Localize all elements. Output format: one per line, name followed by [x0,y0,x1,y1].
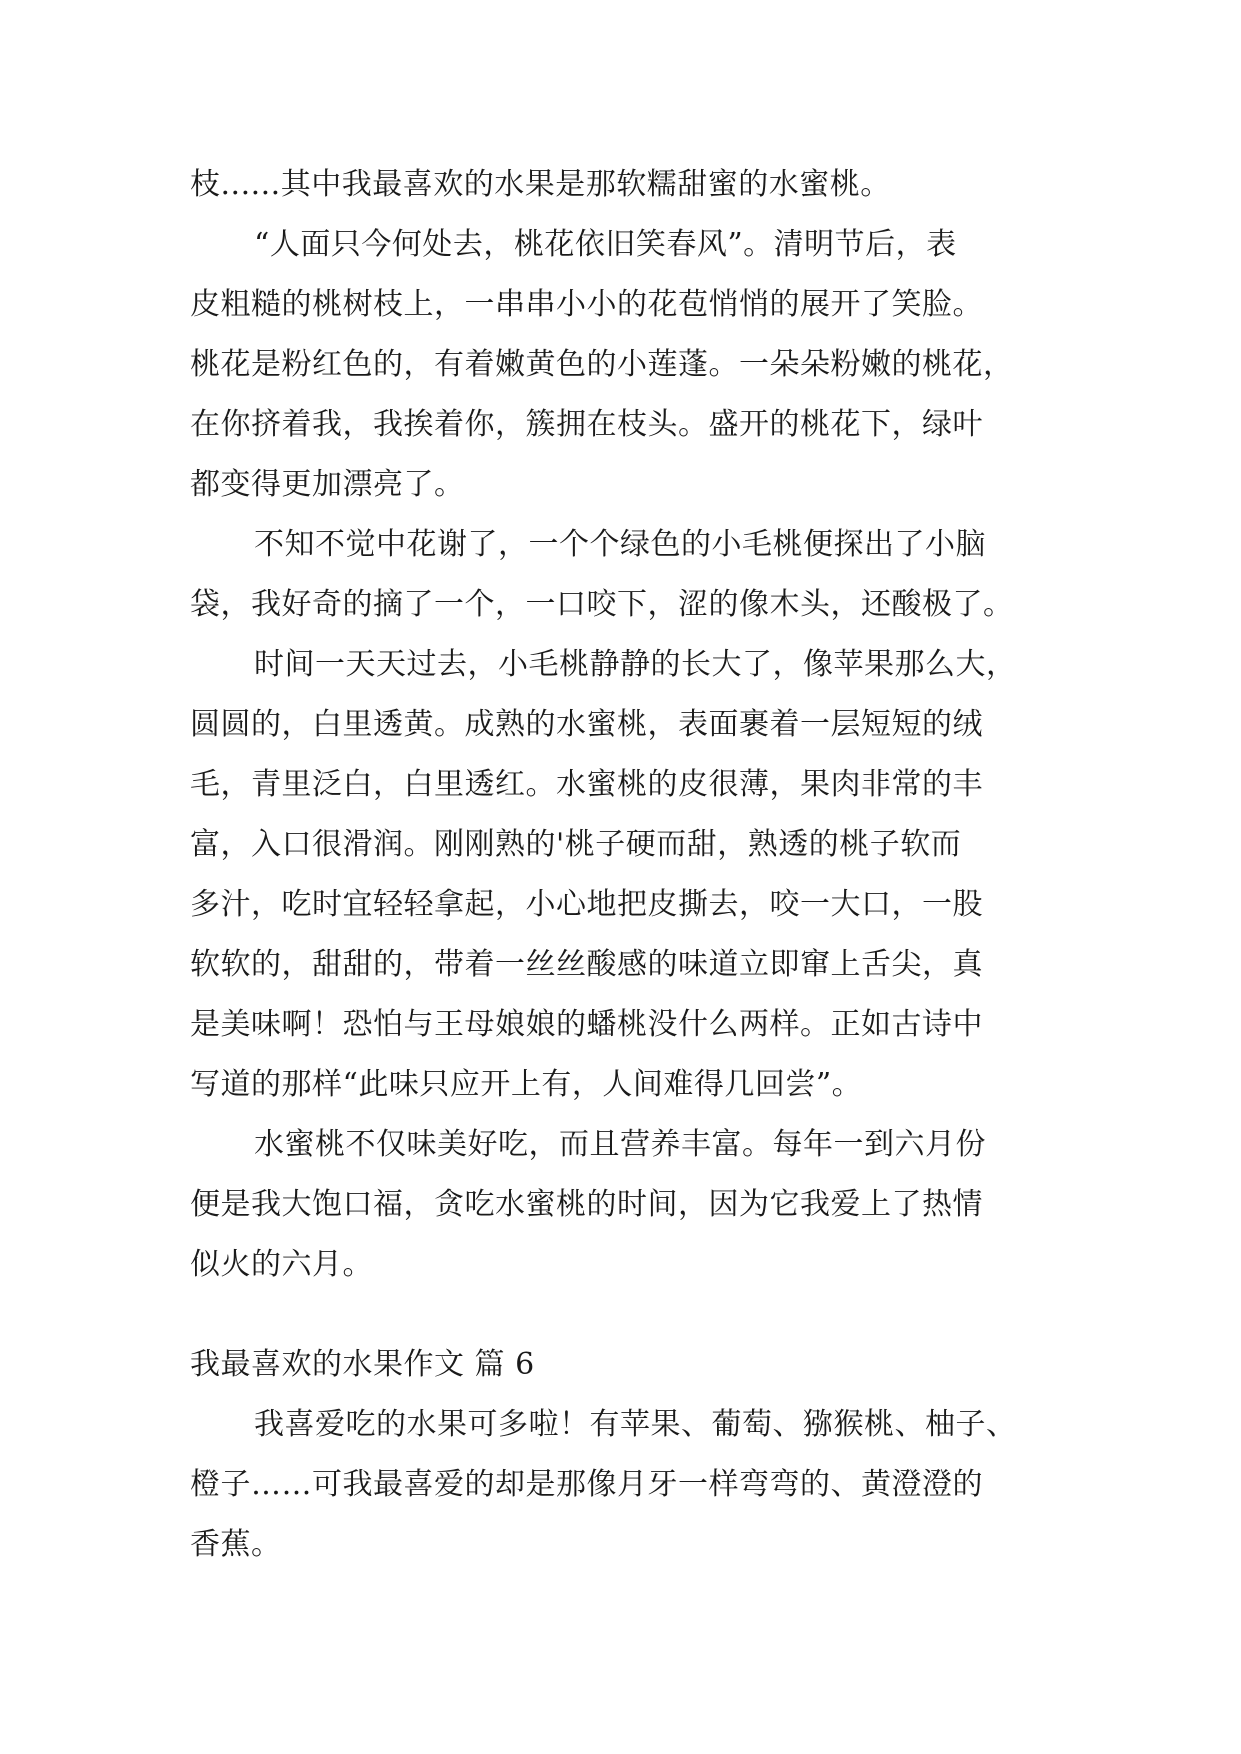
text-line: 水蜜桃不仅味美好吃，而且营养丰富。每年一到六月份 [254,1127,986,1162]
text-line: “人面只今何处去，桃花依旧笑春风”。清明节后，表 [254,227,957,262]
text-line: 多汁，吃时宜轻轻拿起，小心地把皮撕去，咬一大口，一股 [190,887,983,922]
text-line: 不知不觉中花谢了，一个个绿色的小毛桃便探出了小脑 [254,527,986,562]
text-line: 在你挤着我，我挨着你，簇拥在枝头。盛开的桃花下，绿叶 [190,407,983,442]
essay-text-part2 [190,1335,1070,1575]
text-line: 枝......其中我最喜欢的水果是那软糯甜蜜的水蜜桃。 [190,167,891,202]
text-line: 圆圆的，白里透黄。成熟的水蜜桃，表面裹着一层短短的绒 [190,707,983,742]
text-line: 皮粗糙的桃树枝上，一串串小小的花苞悄悄的展开了笑脸。 [190,287,983,322]
text-line: 香蕉。 [190,1527,282,1562]
text-line: 桃花是粉红色的，有着嫩黄色的小莲蓬。一朵朵粉嫩的桃花， [190,347,1014,382]
text-line: 袋，我好奇的摘了一个，一口咬下，涩的像木头，还酸极了。 [190,587,1014,622]
essay-text-part1 [190,155,1070,1295]
text-line: 富，入口很滑润。刚刚熟的'桃子硬而甜，熟透的桃子软而 [190,827,962,862]
text-line: 橙子……可我最喜爱的却是那像月牙一样弯弯的、黄澄澄的 [190,1467,983,1502]
text-line: 是美味啊！恐怕与王母娘娘的蟠桃没什么两样。正如古诗中 [190,1007,983,1042]
text-line: 毛，青里泛白，白里透红。水蜜桃的皮很薄，果肉非常的丰 [190,767,983,802]
text-line: 我喜爱吃的水果可多啦！有苹果、葡萄、猕猴桃、柚子、 [254,1407,1017,1442]
text-line: 时间一天天过去，小毛桃静静的长大了，像苹果那么大， [254,647,1017,682]
text-line: 写道的那样“此味只应开上有，人间难得几回尝”。 [190,1067,863,1102]
text-line: 便是我大饱口福，贪吃水蜜桃的时间，因为它我爱上了热情 [190,1187,983,1222]
text-line: 软软的，甜甜的，带着一丝丝酸感的味道立即窜上舌尖，真 [190,947,983,982]
text-line: 似火的六月。 [190,1247,373,1282]
section-heading: 我最喜欢的水果作文 篇 6 [190,1347,535,1382]
text-line: 都变得更加漂亮了。 [190,467,465,502]
